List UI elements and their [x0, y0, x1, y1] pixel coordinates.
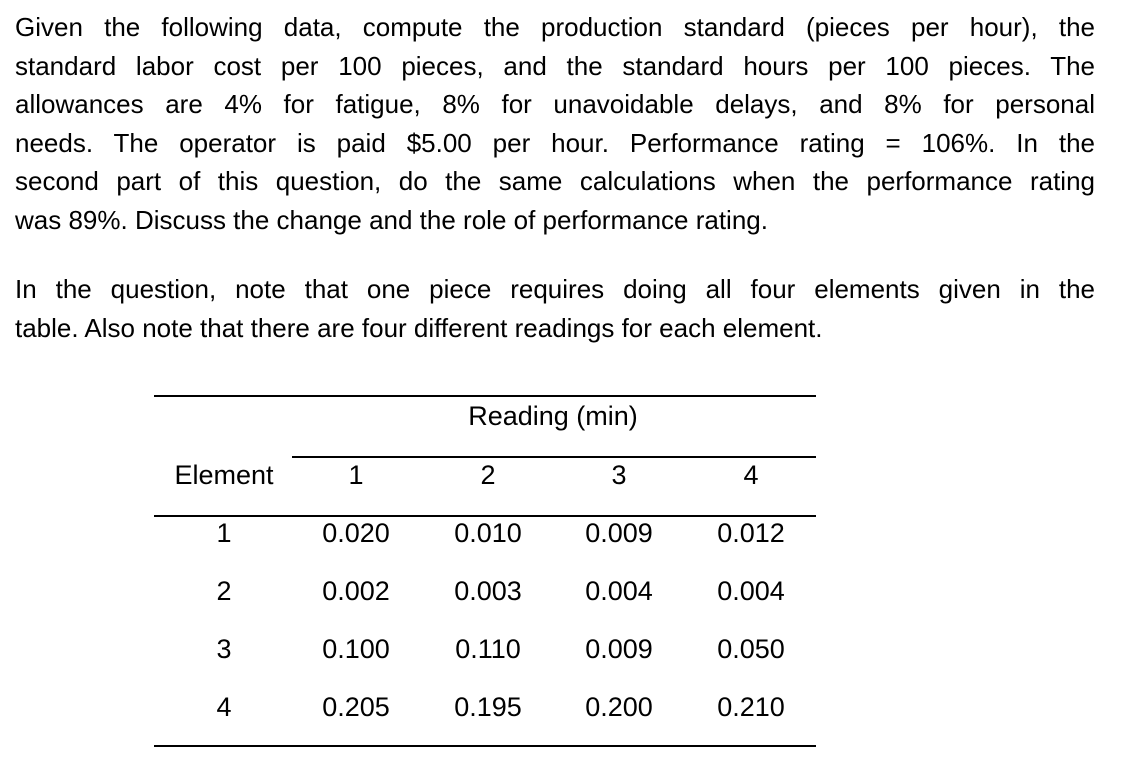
table-row-element: 4	[216, 692, 232, 722]
paragraph-line: was 89%. Discuss the change and the role of performance rating.	[15, 204, 768, 235]
paragraph-line: Given the following data, compute the production standard (pieces per hour), the	[15, 12, 1095, 42]
paragraph-line: standard labor cost per 100 pieces, and the standard hours per 100 pieces. The	[15, 50, 1095, 81]
table-cell: 0.110	[455, 634, 521, 664]
table-cell: 0.012	[717, 518, 785, 548]
reading-column-header: 2	[480, 460, 496, 490]
table-cell: 0.010	[454, 518, 522, 548]
table-cell: 0.200	[585, 692, 653, 722]
paragraph-line: needs. The operator is paid $5.00 per hour. Performance rating = 106%. In the	[15, 127, 1095, 158]
table-row-element: 3	[216, 634, 232, 664]
table-cell: 0.009	[585, 518, 653, 548]
reading-column-header: 1	[348, 460, 364, 490]
table-cell: 0.195	[454, 692, 522, 722]
table-cell: 0.100	[322, 634, 390, 664]
table-cell: 0.020	[322, 518, 390, 548]
problem-statement-paragraph	[15, 8, 1095, 240]
reading-header-rule	[292, 456, 816, 458]
table-top-rule	[154, 395, 816, 397]
table-cell: 0.003	[454, 576, 522, 606]
table-bottom-rule	[154, 745, 816, 747]
table-cell: 0.205	[322, 692, 390, 722]
reading-group-header: Reading (min)	[468, 401, 638, 431]
paragraph-line: second part of this question, do the same calculations when the performance rating	[15, 166, 1095, 197]
table-cell: 0.050	[717, 634, 785, 664]
paragraph-line: In the question, note that one piece requires doing all four elements given in the	[15, 274, 1095, 304]
table-cell: 0.009	[585, 634, 653, 664]
table-row-element: 2	[216, 576, 232, 606]
paragraph-line: allowances are 4% for fatigue, 8% for unavoidable delays, and 8% for personal	[15, 89, 1095, 120]
table-cell: 0.002	[322, 576, 390, 606]
table-cell: 0.210	[717, 692, 785, 722]
reading-column-header: 3	[611, 460, 627, 490]
table-cell: 0.004	[717, 576, 785, 606]
paragraph-line: table. Also note that there are four different readings for each element.	[15, 312, 823, 343]
reading-column-header: 4	[743, 460, 759, 490]
note-paragraph	[15, 270, 1095, 347]
table-cell: 0.004	[585, 576, 653, 606]
table-row-element: 1	[216, 518, 232, 548]
element-column-header: Element	[174, 460, 274, 490]
